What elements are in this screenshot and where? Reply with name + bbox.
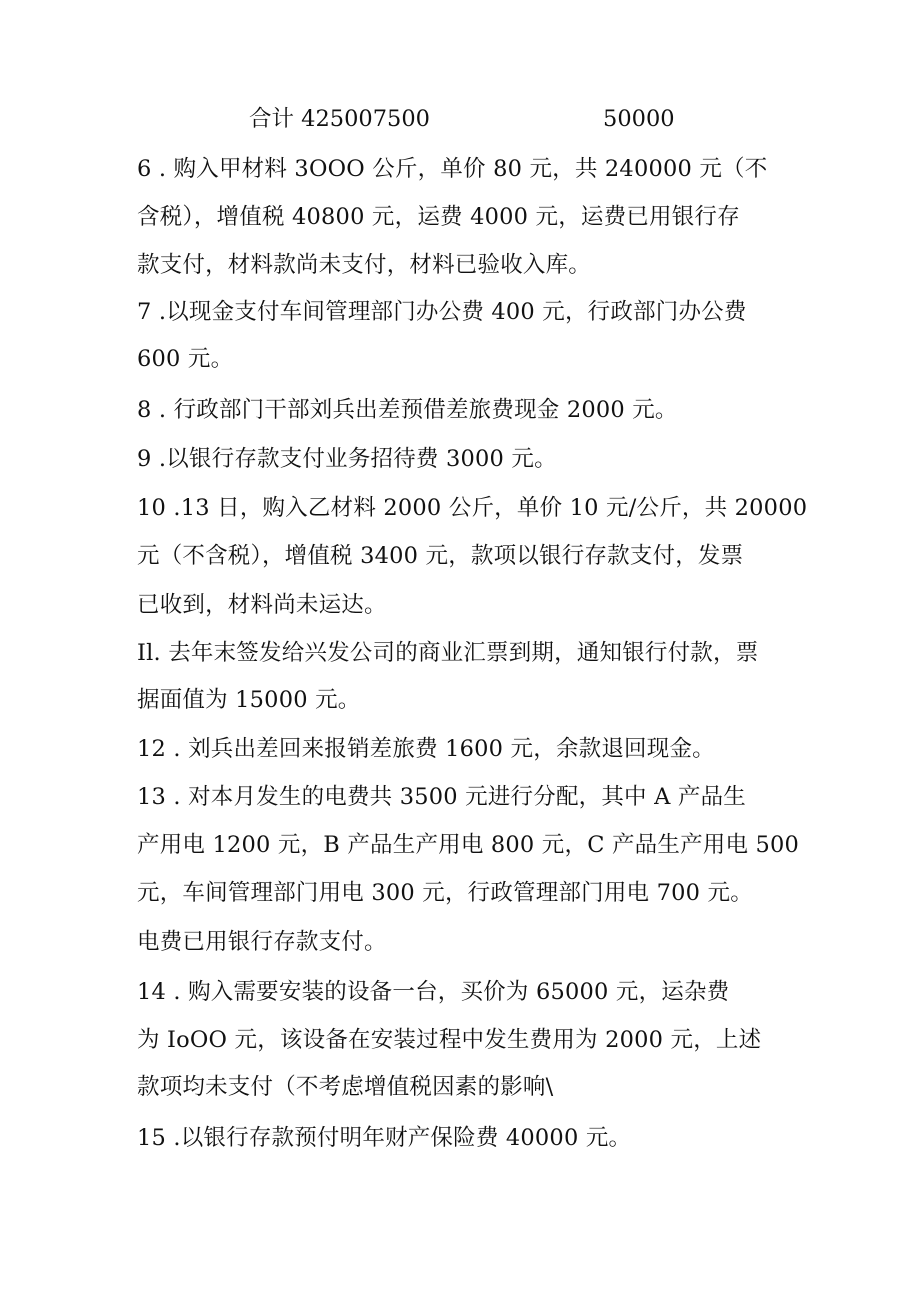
- text-line: 7 .以现金支付车间管理部门办公费 400 元，行政部门办公费: [137, 299, 747, 325]
- text-line: 为 IoOO 元，该设备在安装过程中发生费用为 2000 元，上述: [137, 1027, 762, 1053]
- text-line: 元，车间管理部门用电 300 元，行政管理部门用电 700 元。: [137, 880, 753, 906]
- text-line: 600 元。: [137, 346, 234, 372]
- text-line: 12 . 刘兵出差回来报销差旅费 1600 元，余款退回现金。: [137, 736, 715, 762]
- text-line: Il. 去年末签发给兴发公司的商业汇票到期，通知银行付款，票: [137, 640, 759, 666]
- text-line: 款支付，材料款尚未支付，材料已验收入库。: [137, 252, 592, 278]
- text-line: 款项均未支付（不考虑增值税因素的影响\: [137, 1074, 554, 1100]
- text-line: 9 .以银行存款支付业务招待费 3000 元。: [137, 446, 557, 472]
- text-line: 10 .13 日，购入乙材料 2000 公斤，单价 10 元/公斤，共 20000: [137, 495, 808, 521]
- text-line: 6 . 购入甲材料 3OOO 公斤，单价 80 元，共 240000 元（不: [137, 156, 768, 182]
- total-label: 合计 425007500: [249, 106, 430, 132]
- text-line: 含税），增值税 40800 元，运费 4000 元，运费已用银行存: [137, 204, 740, 230]
- text-line: 已收到，材料尚未运达。: [137, 592, 387, 618]
- text-line: 元（不含税），增值税 3400 元，款项以银行存款支付，发票: [137, 543, 744, 569]
- text-line: 13 . 对本月发生的电费共 3500 元进行分配，其中 A 产品生: [137, 784, 747, 810]
- text-line: 产用电 1200 元，B 产品生产用电 800 元，C 产品生产用电 500: [137, 832, 800, 858]
- text-line: 14 . 购入需要安装的设备一台，买价为 65000 元，运杂费: [137, 979, 730, 1005]
- total-value: 50000: [603, 106, 675, 132]
- text-line: 8 . 行政部门干部刘兵出差预借差旅费现金 2000 元。: [137, 397, 678, 423]
- text-line: 15 .以银行存款预付明年财产保险费 40000 元。: [137, 1125, 632, 1151]
- text-line: 据面值为 15000 元。: [137, 687, 361, 713]
- text-line: 电费已用银行存款支付。: [137, 929, 387, 955]
